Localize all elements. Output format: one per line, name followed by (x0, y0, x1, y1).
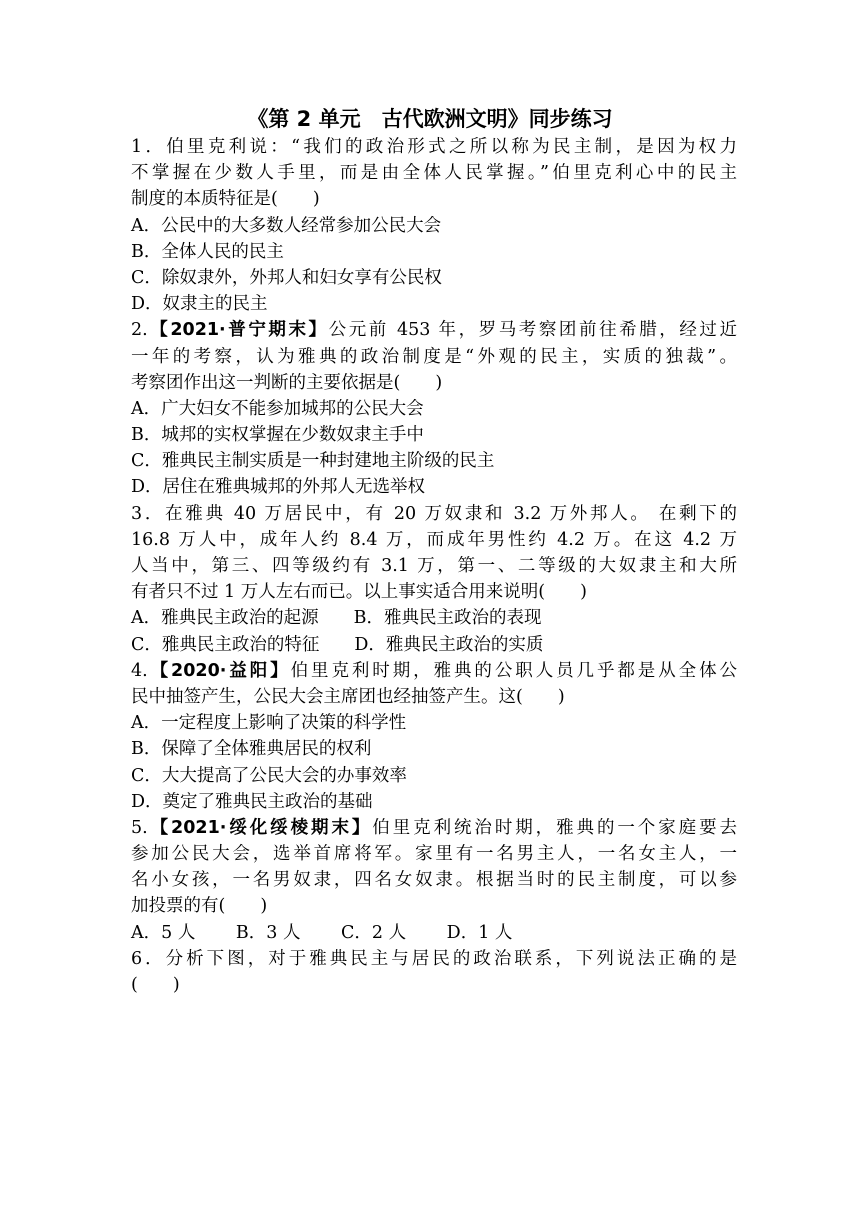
option-d: D．奠定了雅典民主政治的基础 (131, 791, 373, 812)
question-stem-line: 16.8 万人中，成年人约 8.4 万，而成年男性约 4.2 万。在这 4.2 万 (131, 529, 737, 550)
option-row-cd: C．雅典民主政治的特征 D．雅典民主政治的实质 (131, 634, 544, 655)
question-stem-line: 一年的考察，认为雅典的政治制度是“外观的民主，实质的独裁”。 (131, 346, 737, 367)
question-stem-line: 参加公民大会，选举首席将军。家里有一名男主人，一名女主人，一 (131, 844, 737, 865)
question-stem-line: 名小女孩，一名男奴隶，四名女奴隶。根据当时的民主制度，可以参 (131, 870, 737, 891)
question-4 (131, 658, 737, 815)
question-1 (131, 134, 737, 317)
option-a: A．广大妇女不能参加城邦的公民大会 (131, 398, 424, 419)
option-b: B．全体人民的民主 (131, 241, 284, 262)
question-stem-line: 6．分析下图，对于雅典民主与居民的政治联系，下列说法正确的是 (131, 948, 737, 969)
option-d: D．居住在雅典城邦的外邦人无选举权 (131, 477, 426, 498)
question-stem-line: 考察团作出这一判断的主要依据是( ) (131, 372, 443, 393)
question-stem-text: 公元前 453 年，罗马考察团前往希腊，经过近 (328, 320, 737, 341)
question-stem-line: 制度的本质特征是( ) (131, 189, 320, 210)
question-list (131, 134, 737, 998)
question-stem-first-line (131, 658, 737, 684)
question-stem-line: 1．伯里克利说：“我们的政治形式之所以称为民主制，是因为权力 (131, 137, 737, 157)
source-tag: 【2021·普宁期末】 (147, 320, 329, 341)
question-3 (131, 501, 737, 658)
question-2 (131, 317, 737, 500)
question-stem-line: 加投票的有( ) (131, 896, 268, 917)
question-number: 5. (131, 817, 148, 838)
question-6 (131, 946, 737, 998)
option-row-ab: A．雅典民主政治的起源 B．雅典民主政治的表现 (131, 608, 542, 629)
option-a: A．一定程度上影响了决策的科学性 (131, 713, 407, 734)
option-b: B．城邦的实权掌握在少数奴隶主手中 (131, 425, 424, 446)
option-c: C．除奴隶外，外邦人和妇女享有公民权 (131, 267, 442, 288)
source-tag: 【2021·绥化绥棱期末】 (147, 817, 373, 838)
question-stem-line: ( ) (131, 975, 180, 995)
question-5 (131, 815, 737, 946)
option-b: B．保障了全体雅典居民的权利 (131, 739, 372, 760)
question-stem-text: 伯里克利统治时期，雅典的一个家庭要去 (372, 817, 737, 838)
option-row: A．5 人 B．3 人 C．2 人 D．1 人 (131, 922, 513, 943)
option-d: D．奴隶主的民主 (131, 294, 268, 315)
question-stem-line: 人当中，第三、四等级约有 3.1 万，第一、二等级的大奴隶主和大所 (131, 556, 737, 576)
question-stem-line: 不掌握在少数人手里，而是由全体人民掌握。”伯里克利心中的民主 (131, 163, 737, 184)
question-number: 2. (131, 320, 148, 341)
source-tag: 【2020·益阳】 (147, 660, 291, 681)
question-stem-line: 有者只不过 1 万人左右而已。以上事实适合用来说明( ) (131, 582, 587, 603)
option-c: C．雅典民主制实质是一种封建地主阶级的民主 (131, 451, 495, 472)
question-stem-line: 民中抽签产生，公民大会主席团也经抽签产生。这( ) (131, 686, 565, 707)
option-a: A．公民中的大多数人经常参加公民大会 (131, 215, 442, 236)
question-number: 4. (131, 660, 148, 681)
question-stem-first-line (131, 815, 737, 841)
question-stem-first-line (131, 317, 737, 343)
question-stem-line: 3．在雅典 40 万居民中，有 20 万奴隶和 3.2 万外邦人。 在剩下的 (131, 503, 737, 524)
question-stem-text: 伯里克利时期，雅典的公职人员几乎都是从全体公 (290, 660, 738, 681)
page-title: 《第 2 单元 古代欧洲文明》同步练习 (247, 107, 613, 131)
option-c: C．大大提高了公民大会的办事效率 (131, 765, 407, 786)
